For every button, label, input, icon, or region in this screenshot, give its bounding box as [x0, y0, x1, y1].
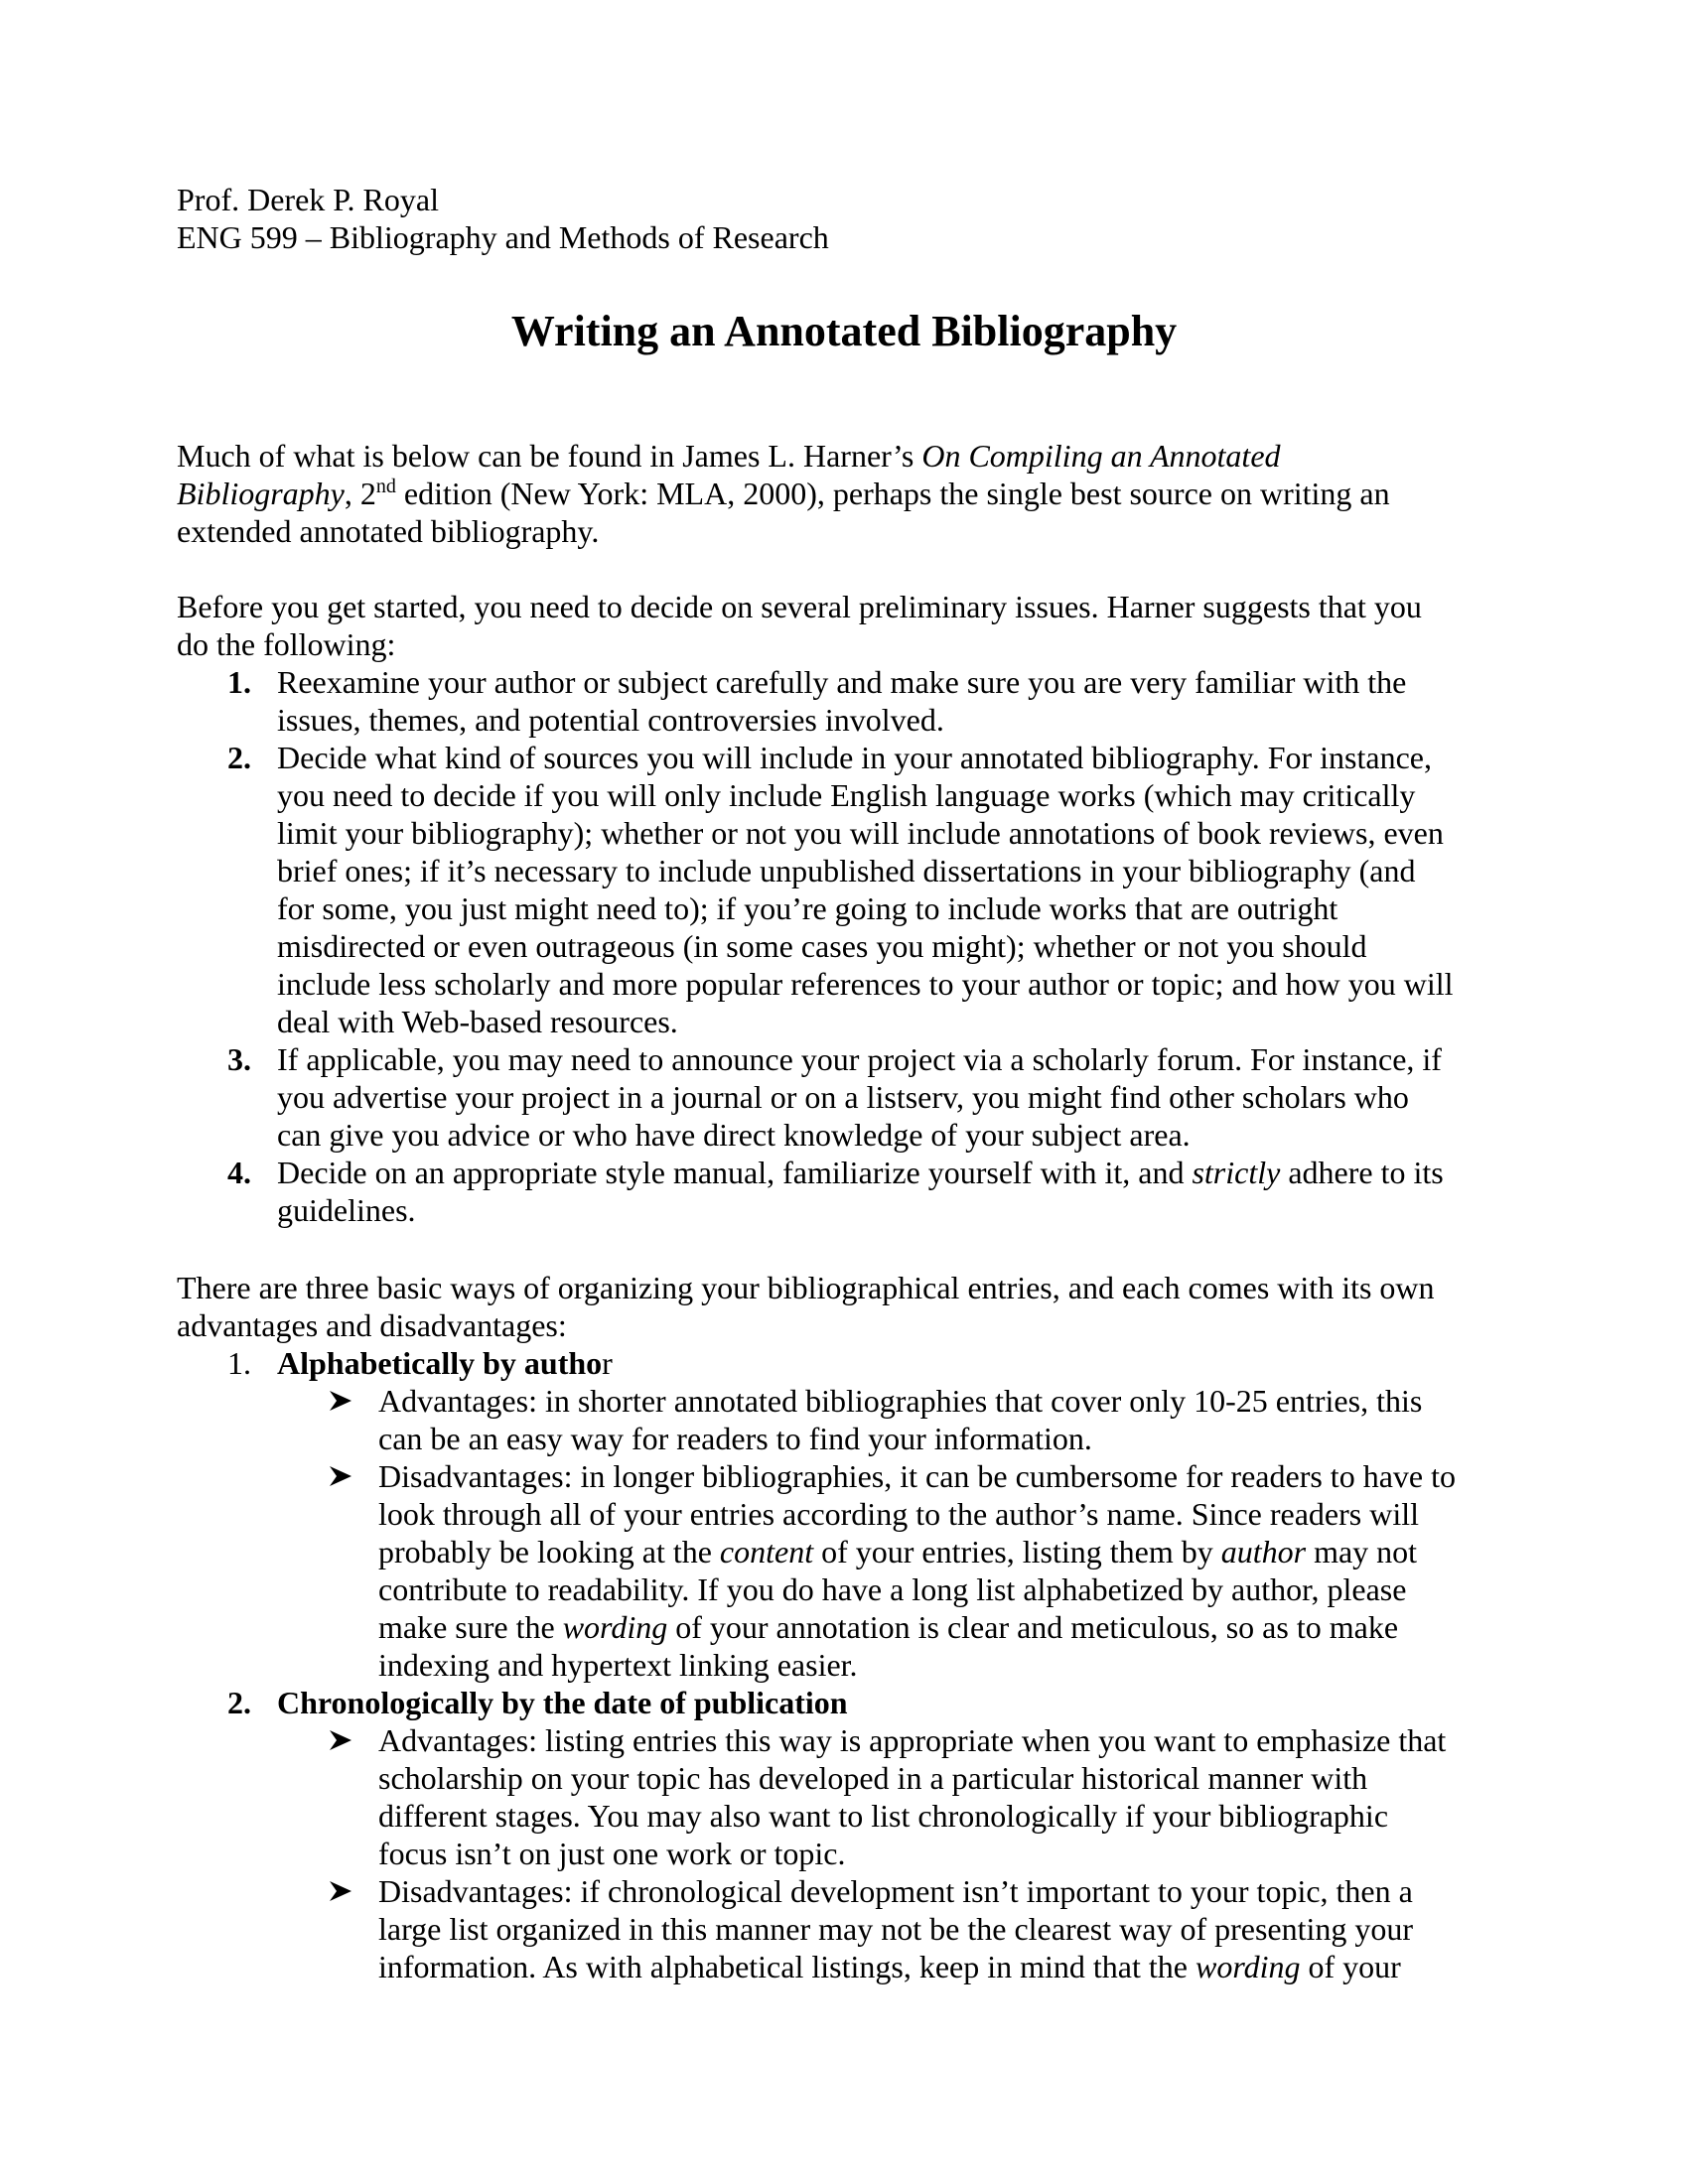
text-line: [378, 1910, 1413, 1948]
text-run: misdirected or even outrageous (in some cases you might); whether or not you should: [277, 928, 1367, 964]
superscript-text: nd: [375, 476, 396, 497]
text-run: focus isn’t on just one work or topic.: [378, 1836, 846, 1871]
text-run: Much of what is below can be found in James L. Harner’s: [177, 438, 922, 474]
text-run: indexing and hypertext linking easier.: [378, 1647, 858, 1683]
text-run: If applicable, you may need to announce your project via a scholarly forum. For instance, if: [277, 1041, 1442, 1077]
text-run: Decide what kind of sources you will include in your annotated bibliography. For instance,: [277, 740, 1432, 775]
text-line: [378, 1948, 1401, 1985]
bold-text: Alphabetically by autho: [277, 1345, 603, 1381]
text-run: information. As with alphabetical listings, keep in mind that the: [378, 1949, 1196, 1984]
text-line: [177, 625, 395, 663]
text-run: you advertise your project in a journal or on a listserv, you might find other scholars who: [277, 1079, 1409, 1115]
text-run: Decide on an appropriate style manual, familiarize yourself with it, and: [277, 1155, 1193, 1190]
text-run: Reexamine your author or subject carefully and make sure you are very familiar with the: [277, 664, 1407, 700]
text-run: scholarship on your topic has developed in a particular historical manner with: [378, 1760, 1368, 1796]
list-number: 3.: [227, 1041, 251, 1077]
text-run: limit your bibliography); whether or not you will include annotations of book reviews, even: [277, 815, 1444, 851]
text-run: can be an easy way for readers to find your information.: [378, 1421, 1092, 1456]
italic-text: wording: [1195, 1949, 1301, 1984]
text-run: of your annotation is clear and meticulous, so as to make: [667, 1609, 1399, 1645]
text-line: [378, 1570, 1406, 1608]
text-run: do the following:: [177, 626, 396, 662]
text-run: advantages and disadvantages:: [177, 1307, 567, 1343]
text-line: [378, 1382, 1422, 1420]
italic-text: strictly: [1192, 1155, 1281, 1190]
text-run: you need to decide if you will only include English language works (which may critically: [277, 777, 1416, 813]
text-line: [277, 1040, 1442, 1078]
text-run: , 2: [344, 476, 376, 511]
text-line: [177, 512, 599, 550]
list-number: 2.: [227, 1685, 251, 1720]
text-run: Before you get started, you need to decide on several preliminary issues. Harner suggests that you: [177, 589, 1422, 624]
text-run: brief ones; if it’s necessary to include unpublished dissertations in your bibliography (and: [277, 853, 1416, 888]
method-heading: [277, 1684, 848, 1721]
text-line: [378, 1457, 1456, 1495]
text-line: [378, 1721, 1446, 1759]
text-run: large list organized in this manner may not be the clearest way of presenting your: [378, 1911, 1414, 1947]
text-line: [277, 1191, 416, 1229]
page-title: Writing an Annotated Bibliography: [510, 307, 1178, 355]
arrow-bullet-icon: [330, 1391, 352, 1411]
method-heading: [277, 1344, 613, 1382]
arrow-bullet-icon: [330, 1881, 352, 1901]
text-run: may not: [1306, 1534, 1418, 1570]
text-line: [177, 1306, 567, 1344]
text-line: [378, 1420, 1092, 1457]
text-line: [378, 1835, 845, 1872]
text-line: [177, 437, 1281, 475]
text-line: [378, 1797, 1388, 1835]
text-line: [277, 701, 944, 739]
text-line: [277, 965, 1454, 1003]
text-line: [177, 1269, 1435, 1306]
text-run: contribute to readability. If you do have a long list alphabetized by author, please: [378, 1571, 1407, 1607]
text-run: Advantages: in shorter annotated bibliographies that cover only 10-25 entries, this: [378, 1383, 1423, 1419]
text-line: [177, 475, 1390, 512]
text-run: look through all of your entries according to the author’s name. Since readers will: [378, 1496, 1419, 1532]
arrow-bullet-icon: [330, 1730, 352, 1750]
text-run: Disadvantages: in longer bibliographies, it can be cumbersome for readers to have to: [378, 1458, 1456, 1494]
text-run: include less scholarly and more popular references to your author or topic; and how you will: [277, 966, 1454, 1002]
text-line: [378, 1759, 1367, 1797]
text-run: deal with Web-based resources.: [277, 1004, 678, 1039]
text-run: adhere to its: [1280, 1155, 1444, 1190]
text-line: [277, 663, 1406, 701]
text-line: [378, 1533, 1417, 1570]
course-line: ENG 599 – Bibliography and Methods of Research: [177, 219, 829, 255]
text-line: [277, 1116, 1191, 1154]
text-run: different stages. You may also want to list chronologically if your bibliographic: [378, 1798, 1389, 1834]
text-line: [277, 852, 1415, 889]
text-run: There are three basic ways of organizing your bibliographical entries, and each comes with its own: [177, 1270, 1435, 1305]
text-line: [277, 1078, 1409, 1116]
list-number: 2.: [227, 740, 251, 775]
text-run: edition (New York: MLA, 2000), perhaps the single best source on writing an: [395, 476, 1390, 511]
text-line: [378, 1608, 1398, 1646]
italic-text: Bibliography: [177, 476, 345, 511]
bold-text: Chronologically by the date of publication: [277, 1685, 848, 1720]
arrow-bullet-icon: [330, 1466, 352, 1486]
author-line: Prof. Derek P. Royal: [177, 182, 439, 217]
italic-text: On Compiling an Annotated: [921, 438, 1281, 474]
text-run: r: [602, 1345, 613, 1381]
text-run: make sure the: [378, 1609, 563, 1645]
text-run: Advantages: listing entries this way is appropriate when you want to emphasize that: [378, 1722, 1447, 1758]
list-number: 4.: [227, 1155, 251, 1190]
text-run: of your: [1300, 1949, 1401, 1984]
text-line: [277, 1003, 678, 1040]
italic-text: wording: [562, 1609, 668, 1645]
text-line: [378, 1495, 1419, 1533]
italic-text: author: [1220, 1534, 1307, 1570]
list-number: 1.: [227, 664, 251, 700]
text-line: [378, 1872, 1413, 1910]
text-line: [277, 776, 1415, 814]
text-run: for some, you just might need to); if you’re going to include works that are outright: [277, 890, 1338, 926]
text-run: of your entries, listing them by: [813, 1534, 1221, 1570]
text-line: [177, 588, 1422, 625]
text-line: [277, 1154, 1444, 1191]
text-line: [277, 927, 1367, 965]
text-run: can give you advice or who have direct knowledge of your subject area.: [277, 1117, 1191, 1153]
text-line: [378, 1646, 858, 1684]
text-run: extended annotated bibliography.: [177, 513, 600, 549]
text-run: issues, themes, and potential controversies involved.: [277, 702, 944, 738]
text-run: probably be looking at the: [378, 1534, 720, 1570]
text-line: [277, 814, 1444, 852]
text-line: [277, 889, 1337, 927]
list-number: 1.: [227, 1345, 251, 1381]
text-line: [277, 739, 1432, 776]
text-run: guidelines.: [277, 1192, 416, 1228]
text-run: Disadvantages: if chronological development isn’t important to your topic, then a: [378, 1873, 1413, 1909]
italic-text: content: [719, 1534, 814, 1570]
